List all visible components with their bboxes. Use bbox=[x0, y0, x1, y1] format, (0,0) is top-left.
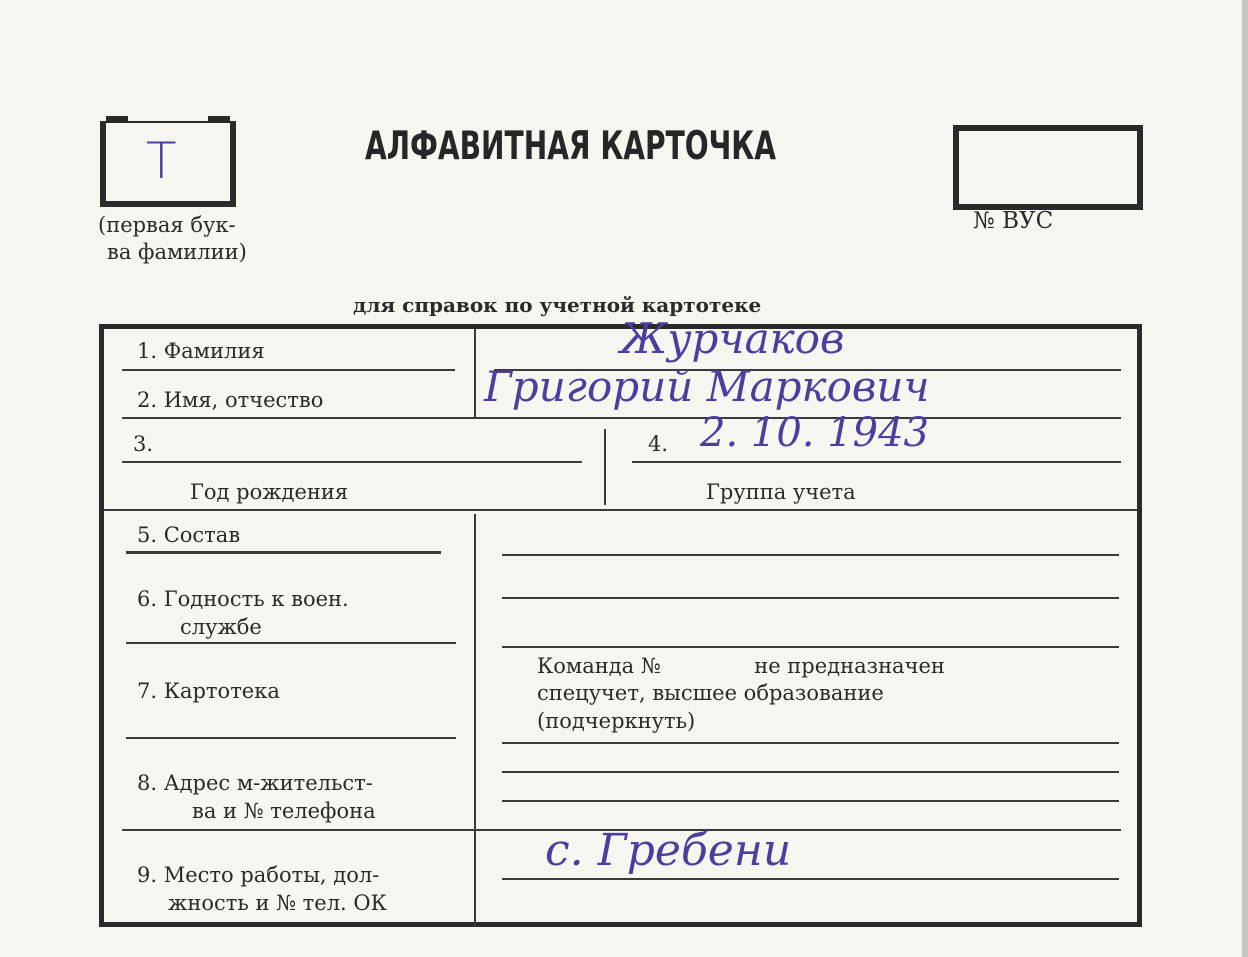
box-corner-mark bbox=[106, 116, 128, 121]
rule-line bbox=[122, 417, 1121, 419]
handwritten-surname: Журчаков bbox=[620, 314, 845, 363]
card-title: АЛФАВИТНАЯ КАРТОЧКА bbox=[365, 124, 776, 169]
field-3-caption: Год рождения bbox=[190, 480, 349, 504]
rule-line bbox=[104, 509, 1137, 511]
rule-line bbox=[502, 878, 1119, 880]
field-9-label-line1: 9. Место работы, дол- bbox=[137, 863, 380, 887]
field-3-label: 3. bbox=[133, 432, 154, 456]
field-6-label-line1: 6. Годность к воен. bbox=[137, 587, 349, 611]
rule-line bbox=[632, 461, 1121, 463]
rule-line bbox=[502, 646, 1119, 648]
field-7-label: 7. Картотека bbox=[137, 679, 280, 703]
field-2-label: 2. Имя, отчество bbox=[137, 388, 324, 412]
first-letter-hint-line1: (первая бук- bbox=[98, 213, 236, 237]
team-text-line2: спецучет, высшее образование bbox=[537, 681, 884, 705]
rule-line bbox=[502, 554, 1119, 556]
column-divider bbox=[604, 429, 606, 505]
vus-label: № ВУС bbox=[973, 208, 1054, 234]
team-text-line1: Команда № не предназначен bbox=[537, 654, 945, 678]
rule-line bbox=[126, 551, 441, 554]
box-corner-mark bbox=[208, 116, 230, 121]
field-9-label-line2: жность и № тел. ОК bbox=[168, 891, 387, 915]
field-8-label-line1: 8. Адрес м-жительст- bbox=[137, 771, 373, 795]
team-text-line3: (подчеркнуть) bbox=[537, 709, 696, 733]
vus-box bbox=[953, 125, 1143, 210]
rule-line bbox=[126, 737, 456, 739]
column-divider bbox=[474, 329, 476, 419]
field-4-label: 4. bbox=[648, 432, 669, 456]
rule-line bbox=[126, 642, 456, 644]
handwritten-group-value: 2. 10. 1943 bbox=[700, 410, 930, 456]
first-letter-hint-line2: ва фамилии) bbox=[107, 240, 247, 264]
field-4-caption: Группа учета bbox=[706, 480, 856, 504]
rule-line bbox=[502, 742, 1119, 744]
handwritten-address: с. Гребени bbox=[545, 825, 792, 876]
rule-line bbox=[122, 369, 455, 371]
column-divider bbox=[474, 514, 476, 927]
rule-line bbox=[122, 461, 582, 463]
field-1-label: 1. Фамилия bbox=[137, 339, 265, 363]
card-subtitle: для справок по учетной картотеке bbox=[353, 293, 762, 317]
handwritten-name-patronymic: Григорий Маркович bbox=[484, 362, 930, 411]
rule-line bbox=[502, 771, 1119, 773]
first-letter-value: Т bbox=[146, 132, 177, 190]
field-6-label-line2: службе bbox=[180, 615, 262, 639]
rule-line bbox=[502, 800, 1119, 802]
field-8-label-line2: ва и № телефона bbox=[192, 799, 376, 823]
field-5-label: 5. Состав bbox=[137, 523, 241, 547]
rule-line bbox=[502, 597, 1119, 599]
